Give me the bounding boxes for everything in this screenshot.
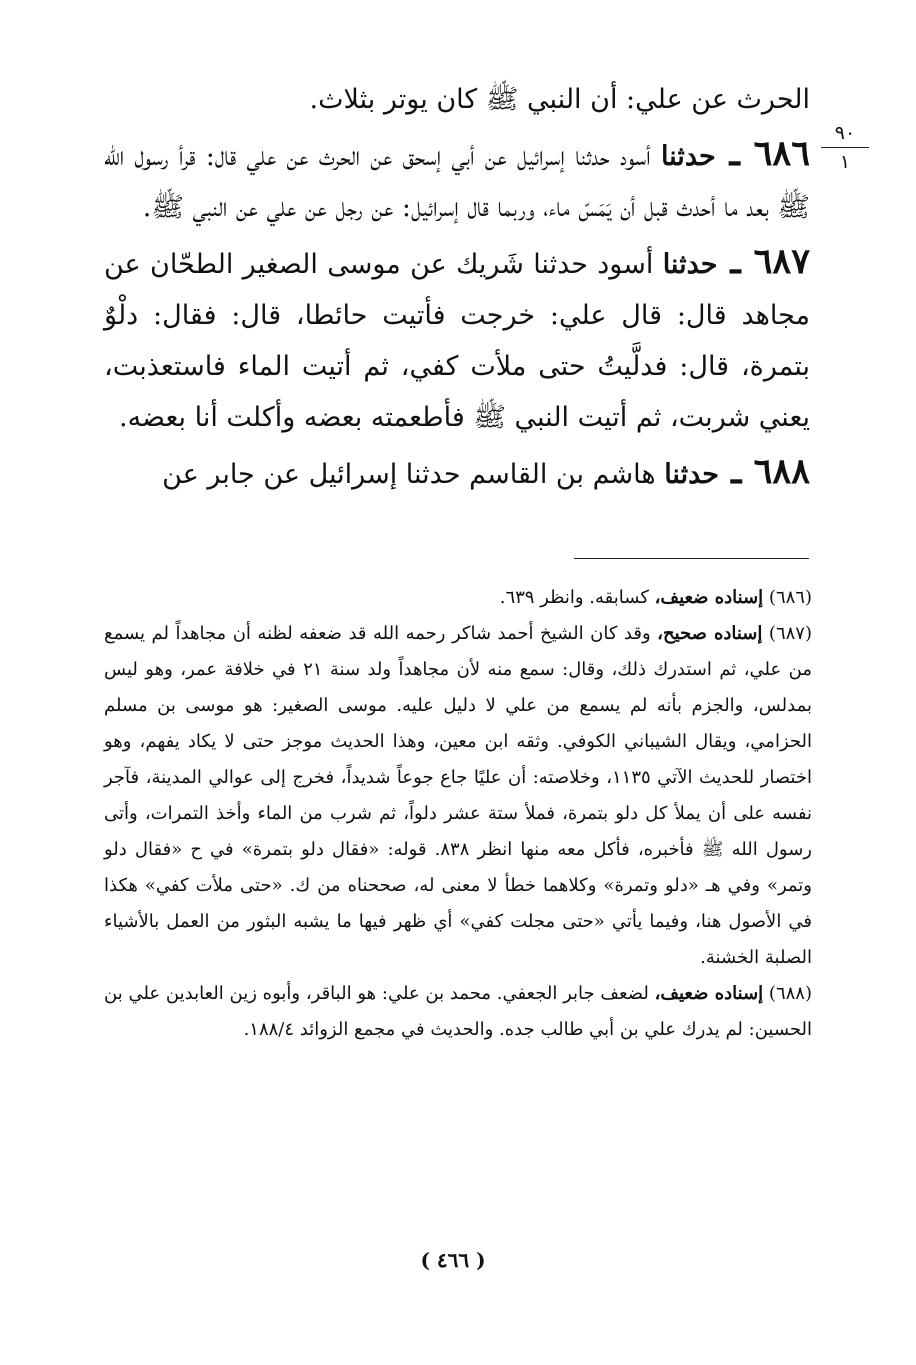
margin-reference-divider	[821, 147, 869, 148]
hadith-continuation	[104, 74, 810, 125]
footnotes	[104, 580, 812, 1048]
hadith-686	[104, 128, 810, 233]
hadith-text: أسود حدثنا إسرائيل عن أبي إسحق عن الحرث عن علي قال: قرأ رسول الله ﷺ بعد ما أحدث قبل أن يَمَسّ ماء، وربما قال إسرائيل: عن رجل عن علي عن النبي ﷺ.	[104, 141, 810, 223]
hadith-number: ٦٨٦ ـ	[715, 133, 811, 174]
footnote-number: (٦٨٦)	[768, 587, 812, 608]
hadith-keyword: حدثنا	[662, 249, 718, 280]
footnote-688	[104, 976, 812, 1048]
hadith-keyword: حدثنا	[664, 459, 719, 490]
hadith-keyword: حدثنا	[660, 141, 716, 172]
footnote-686	[104, 580, 812, 616]
footnote-keyword: إسناده صحيح،	[657, 623, 763, 644]
footnote-text: وقد كان الشيخ أحمد شاكر رحمه الله قد ضعفه لظنه أن مجاهداً لم يسمع من علي، ثم استدرك ذلك، وقال: سمع منه لأن مجاهداً ولد سنة ٢١ في خلافة عمر، وهو ليس بمدلس، والجزم بأنه لم يسمع من علي لا دليل عليه. موسى الصغير: هو موسى بن مسلم الحزامي، ويقال الشيباني الكوفي. وثقه ابن معين، وهذا الحديث موجز حتى لا يكاد يفهم، وهو اختصار للحديث الآتي ١١٣٥، وخلاصته: أن عليًا جاع جوعاً شديداً، فخرج إلى عوالي المدينة، فآجر نفسه على أن يملأ كل دلو بتمرة، فملأ ستة عشر دلواً، ثم شرب من الماء وأخذ التمرات، وأتى رسول الله ﷺ فأخبره، فأكل معه منها انظر ٨٣٨. قوله: «فقال دلو بتمرة» في ح «فقال دلو وتمر» وفي هـ «دلو وتمرة» وكلاهما خطأ لا معنى له، صححناه من ك. «حتى ملأت كفي» هكذا في الأصول هنا، وفيما يأتي «حتى مجلت كفي» أي ظهر فيها ما يشبه البثور من العمل بالأشياء الصلبة الخشنة.	[104, 623, 813, 968]
hadith-text: هاشم بن القاسم حدثنا إسرائيل عن جابر عن	[162, 459, 665, 490]
main-text	[104, 74, 810, 503]
hadith-text: أسود حدثنا شَريك عن موسى الصغير الطحّان عن مجاهد قال: قال علي: خرجت فأتيت حائطا، قال: فقال: دلْوٌ بتمرة، قال: فدلَّيتُ حتى ملأت كفي، ثم أتيت الماء فاستعذبت، يعني شربت، ثم أتيت النبي ﷺ فأطعمته بعضه وأكلت أنا بعضه.	[104, 249, 810, 433]
footnote-687	[104, 616, 812, 976]
footnote-keyword: إسناده ضعيف،	[654, 983, 764, 1004]
hadith-688	[104, 446, 810, 500]
margin-reference	[818, 122, 872, 173]
hadith-number: ٦٨٨ ـ	[718, 451, 810, 492]
hadith-687	[104, 236, 810, 443]
footnote-text: لضعف جابر الجعفي. محمد بن علي: هو الباقر، وأبوه زين العابدين علي بن الحسين: لم يدرك علي بن أبي طالب جده. والحديث في مجمع الزوائد ١٨٨/٤.	[104, 983, 812, 1040]
footnote-number: (٦٨٧)	[768, 623, 812, 644]
margin-reference-top: ٩٠	[834, 122, 856, 144]
footnote-text: كسابقه. وانظر ٦٣٩.	[499, 587, 655, 608]
footnote-number: (٦٨٨)	[768, 983, 812, 1004]
hadith-text: الحرث عن علي: أن النبي ﷺ كان يوتر بثلاث.	[309, 84, 810, 115]
margin-reference-bottom: ١	[839, 151, 851, 173]
footnote-keyword: إسناده ضعيف،	[654, 587, 764, 608]
page-number: ( ٤٦٦ )	[420, 1248, 486, 1272]
footnote-separator	[574, 558, 809, 559]
hadith-number: ٦٨٧ ـ	[717, 241, 810, 282]
